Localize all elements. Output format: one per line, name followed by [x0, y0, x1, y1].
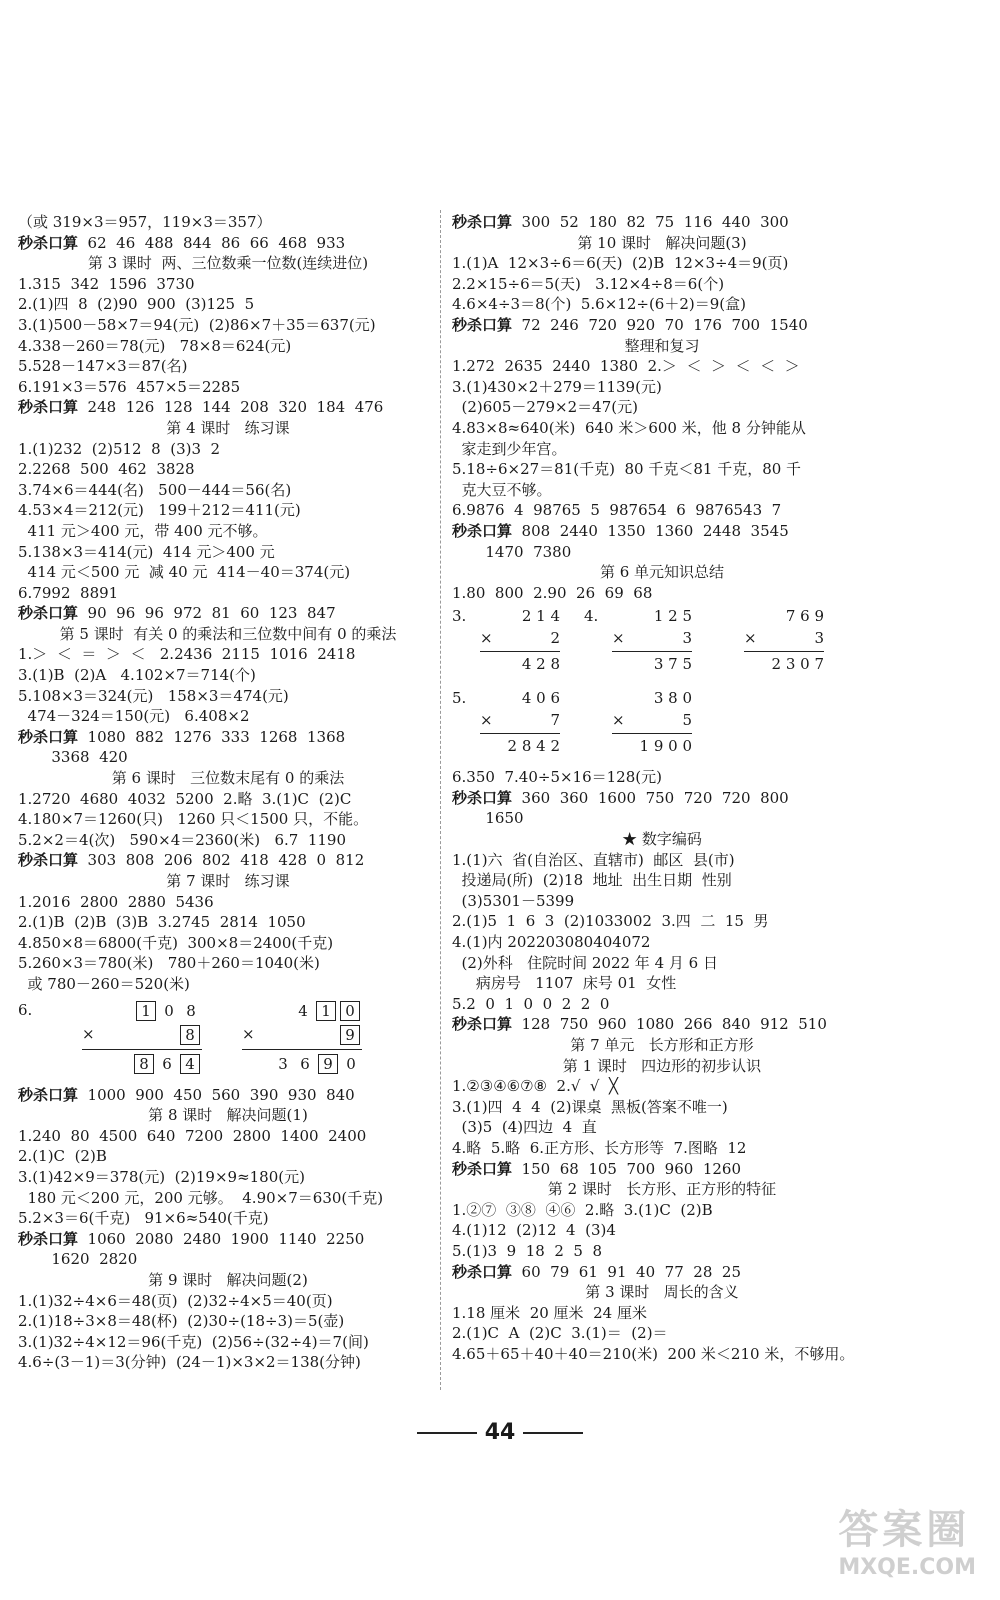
calc-mul: 2 [550, 629, 560, 648]
calc-result: 3 7 5 [653, 655, 692, 674]
answer-line: 4.(1)内 202203080404072 [452, 933, 651, 952]
answer-line: 1650 [452, 809, 524, 828]
kousuan-values: 808 2440 1350 1360 2448 3545 [512, 521, 789, 540]
page-number: 44 [0, 1420, 1000, 1445]
kousuan-line [18, 1085, 438, 1106]
answer-line: 1.2720 4680 4032 5200 2.略 3.(1)C (2)C [18, 789, 352, 808]
lesson-heading: 第 6 课时 三位数末尾有 0 的乘法 [111, 769, 345, 788]
answer-line: 474－324＝150(元) 6.408×2 [18, 707, 250, 726]
calc-label: 5. [452, 689, 467, 708]
answer-line: 4.6×4÷3＝8(个) 5.6×12÷(6＋2)＝9(盒) [452, 295, 746, 314]
answer-box: 8 [180, 1025, 200, 1045]
kousuan-line [452, 315, 872, 336]
calc-result: 4 2 8 [521, 655, 560, 674]
kousuan-label: 秒杀口算 [452, 1015, 513, 1034]
answer-line: (3)5 (4)四边 4 直 [452, 1118, 597, 1137]
answer-line: 5.138×3＝414(元) 414 元＞400 元 [18, 542, 275, 561]
kousuan-values: 300 52 180 82 75 116 440 300 [512, 213, 789, 231]
calc-top: 7 6 9 [785, 607, 824, 626]
answer-line: 2.(1)C (2)B [18, 1147, 107, 1166]
answer-line: （或 319×3＝957，119×3＝357） [18, 213, 272, 231]
kousuan-line [452, 788, 872, 809]
answer-line: 2.2268 500 462 3828 [18, 460, 195, 479]
calc-label: 4. [584, 607, 599, 626]
kousuan-values: 248 126 128 144 208 320 184 476 [78, 398, 384, 417]
answer-line: 3.(1)500－58×7＝94(元) (2)86×7＋35＝637(元) [18, 315, 376, 334]
kousuan-values: 1000 900 450 560 390 930 840 [78, 1085, 355, 1104]
lesson-heading: 第 3 课时 两、三位数乘一位数(连续进位) [87, 254, 369, 273]
calc-result: 2 3 0 7 [771, 655, 824, 674]
answer-line: 2.(1)B (2)B (3)B 3.2745 2814 1050 [18, 913, 306, 932]
calc-result: 2 8 4 2 [507, 737, 560, 756]
answer-line: 4.6÷(3－1)＝3(分钟) (24－1)×3×2＝138(分钟) [18, 1353, 361, 1372]
calc-label: 3. [452, 607, 467, 626]
answer-line: 5.528－147×3＝87(名) [18, 357, 188, 376]
right-column [452, 212, 872, 1365]
lesson-heading: ★ 数字编码 [622, 830, 702, 849]
column-divider [440, 210, 442, 1390]
kousuan-label: 秒杀口算 [452, 521, 513, 540]
lesson-heading: 第 8 课时 解决问题(1) [148, 1106, 308, 1125]
answer-line: 1.80 800 2.90 26 69 68 [452, 583, 653, 602]
answer-line: 2.2×15÷6＝5(天) 3.12×4÷8＝6(个) [452, 274, 725, 293]
kousuan-values: 360 360 1600 750 720 720 800 [512, 788, 789, 807]
calc-label [584, 689, 606, 759]
answer-line: 414 元＜500 元 减 40 元 414－40＝374(元) [18, 563, 351, 582]
answer-line: 1.＞ ＜ ＝ ＞ ＜ 2.2436 2115 1016 2418 [18, 645, 356, 664]
answer-line: 病房号 1107 床号 01 女性 [452, 974, 677, 993]
calc-mul: 5 [682, 711, 692, 730]
digit: 0 [346, 1054, 356, 1073]
kousuan-values: 60 79 61 91 40 77 28 25 [512, 1262, 741, 1281]
lesson-heading: 第 4 课时 练习课 [166, 418, 290, 437]
kousuan-line [18, 603, 438, 624]
answer-line: 6.350 7.40÷5×16＝128(元) [452, 768, 662, 787]
answer-box: 9 [340, 1025, 360, 1045]
kousuan-label: 秒杀口算 [18, 1229, 79, 1248]
answer-line: 5.2×3＝6(千克) 91×6≈540(千克) [18, 1209, 269, 1228]
answer-line: 4.53×4＝212(元) 199＋212＝411(元) [18, 501, 301, 520]
answer-line: 家走到少年宫。 [452, 439, 567, 458]
answer-box: 0 [340, 1001, 360, 1021]
answer-line: 1.(1)32÷4×6＝48(页) (2)32÷4×5＝40(页) [18, 1291, 333, 1310]
answer-line: 或 780－260＝520(米) [18, 974, 190, 993]
lesson-heading: 第 6 单元知识总结 [599, 563, 725, 582]
lesson-heading: 第 5 课时 有关 0 的乘法和三位数中间有 0 的乘法 [59, 624, 397, 643]
lesson-heading: 第 7 单元 长方形和正方形 [570, 1036, 754, 1054]
calc-top: 1 2 5 [653, 607, 692, 626]
answer-line: 1.2016 2800 2880 5436 [18, 892, 214, 911]
answer-line: 6.7992 8891 [18, 583, 119, 602]
kousuan-values: 1080 882 1276 333 1268 1368 [78, 727, 346, 746]
calc-top: 4 0 6 [521, 689, 560, 708]
kousuan-label: 秒杀口算 [452, 1262, 513, 1281]
kousuan-label: 秒杀口算 [18, 604, 79, 623]
times-sign: × [82, 1024, 95, 1043]
answer-line: 2.(1)18÷3×8＝48(杯) (2)30÷(18÷3)＝5(壶) [18, 1312, 345, 1331]
answer-line: 3.(1)B (2)A 4.102×7＝714(个) [18, 666, 256, 685]
digit: 3 [278, 1054, 288, 1073]
kousuan-line [18, 1229, 438, 1250]
calc-top: 3 8 0 [653, 689, 692, 708]
digit: 4 [298, 1001, 308, 1020]
calc-result: 1 9 0 0 [639, 737, 692, 756]
answer-line: 3.(1)四 4 4 (2)课桌 黑板(答案不唯一) [452, 1097, 728, 1116]
calc-mul: 7 [550, 711, 560, 730]
answer-line: 5.108×3＝324(元) 158×3＝474(元) [18, 686, 289, 705]
kousuan-label: 秒杀口算 [452, 213, 513, 231]
calc-mul: 3 [814, 629, 824, 648]
answer-line: 2.(1)C A (2)C 3.(1)＝ (2)＝ [452, 1324, 668, 1343]
kousuan-values: 72 246 720 920 70 176 700 1540 [512, 315, 808, 334]
lesson-heading: 第 3 课时 周长的含义 [585, 1283, 739, 1302]
answer-line: 投递局(所) (2)18 地址 出生日期 性别 [452, 871, 732, 890]
answer-box: 1 [136, 1001, 156, 1021]
answer-box: 8 [134, 1054, 154, 1074]
kousuan-line [18, 727, 438, 748]
kousuan-values: 150 68 105 700 960 1260 [512, 1159, 742, 1178]
answer-line: 5.(1)3 9 18 2 5 8 [452, 1241, 603, 1260]
times-sign: × [612, 629, 625, 648]
answer-line: 4.略 5.略 6.正方形、长方形等 7.图略 12 [452, 1138, 747, 1157]
kousuan-line [452, 1262, 872, 1283]
kousuan-line [18, 397, 438, 418]
answer-line: 1.240 80 4500 640 7200 2800 1400 2400 [18, 1126, 367, 1145]
kousuan-line [452, 1014, 872, 1035]
kousuan-line [452, 212, 872, 233]
digit: 8 [186, 1001, 196, 1020]
times-sign: × [242, 1024, 255, 1043]
times-sign: × [480, 629, 493, 648]
answer-line: 1.(1)A 12×3÷6＝6(天) (2)B 12×3÷4＝9(页) [452, 254, 789, 273]
times-sign: × [480, 711, 493, 730]
answer-line: 4.83×8≈640(米) 640 米＞600 米，他 8 分钟能从 [452, 418, 806, 437]
answer-line: 1.(1)六 省(自治区、直辖市) 邮区 县(市) [452, 850, 735, 869]
kousuan-label: 秒杀口算 [18, 727, 79, 746]
lesson-heading: 第 2 课时 长方形、正方形的特征 [547, 1180, 777, 1199]
kousuan-label: 秒杀口算 [18, 233, 79, 252]
kousuan-label: 秒杀口算 [452, 1159, 513, 1178]
calc-label: 6. [18, 1000, 33, 1019]
answer-line: 1.(1)232 (2)512 8 (3)3 2 [18, 439, 221, 458]
answer-line: 4.(1)12 (2)12 4 (3)4 [452, 1221, 616, 1240]
watermark-logo: 答案圈 MXQE.COM [838, 1507, 976, 1580]
digit: 0 [164, 1001, 174, 1020]
kousuan-values: 1060 2080 2480 1900 1140 2250 [78, 1229, 365, 1248]
times-sign: × [744, 629, 757, 648]
vertical-calc-3-4 [452, 603, 872, 685]
answer-line: 1.②③④⑥⑦⑧ 2.√ √ ╳ [452, 1077, 619, 1096]
left-column [18, 212, 438, 1373]
kousuan-line [18, 233, 438, 254]
answer-line: 1.315 342 1596 3730 [18, 274, 195, 293]
kousuan-values: 128 750 960 1080 266 840 912 510 [512, 1015, 827, 1034]
answer-line: 4.65＋65＋40＋40＝210(米) 200 米＜210 米，不够用。 [452, 1344, 855, 1363]
answer-line: 4.338－260＝78(元) 78×8＝624(元) [18, 336, 292, 355]
answer-line: 3.74×6＝444(名) 500－444＝56(名) [18, 480, 292, 499]
answer-line: 1.18 厘米 20 厘米 24 厘米 [452, 1303, 647, 1322]
answer-line: 1.②⑦ ③⑧ ④⑥ 2.略 3.(1)C (2)B [452, 1200, 713, 1219]
answer-line: 6.191×3＝576 457×5＝2285 [18, 377, 241, 396]
answer-box: 1 [316, 1001, 336, 1021]
kousuan-values: 90 96 96 972 81 60 123 847 [78, 604, 336, 623]
answer-line: 5.18÷6×27＝81(千克) 80 千克＜81 千克，80 千 [452, 460, 802, 479]
kousuan-label: 秒杀口算 [18, 1085, 79, 1104]
answer-line: 1470 7380 [452, 542, 572, 561]
answer-line: 4.180×7＝1260(只) 1260 只＜1500 只，不能。 [18, 810, 369, 829]
calc-label [716, 607, 738, 677]
kousuan-values: 303 808 206 802 418 428 0 812 [78, 851, 365, 870]
answer-box: 4 [180, 1054, 200, 1074]
answer-line: (2)外科 住院时间 2022 年 4 月 6 日 [452, 953, 718, 972]
answer-line: 2.(1)四 8 (2)90 900 (3)125 5 [18, 295, 255, 314]
kousuan-label: 秒杀口算 [452, 315, 513, 334]
digit: 6 [300, 1054, 310, 1073]
kousuan-values: 62 46 488 844 86 66 468 933 [78, 233, 346, 252]
answer-line: 3.(1)430×2＋279＝1139(元) [452, 377, 662, 396]
answer-line: 1.272 2635 2440 1380 2.＞ ＜ ＞ ＜ ＜ ＞ [452, 357, 800, 376]
answer-line: 5.2 0 1 0 0 2 2 0 [452, 994, 610, 1013]
lesson-heading: 第 9 课时 解决问题(2) [148, 1270, 308, 1289]
lesson-heading: 第 1 课时 四边形的初步认识 [562, 1056, 762, 1075]
kousuan-line [452, 1159, 872, 1180]
answer-line: 180 元＜200 元，200 元够。 4.90×7＝630(千克) [18, 1188, 384, 1207]
lesson-heading: 第 10 课时 解决问题(3) [577, 233, 747, 252]
answer-box: 9 [318, 1054, 338, 1074]
kousuan-label: 秒杀口算 [452, 788, 513, 807]
lesson-heading: 第 7 课时 练习课 [166, 872, 290, 890]
answer-line: 3368 420 [18, 748, 128, 767]
answer-line: (3)5301－5399 [452, 891, 575, 910]
kousuan-label: 秒杀口算 [18, 398, 79, 417]
vertical-calc-6 [18, 995, 438, 1085]
answer-line: 5.260×3＝780(米) 780＋260＝1040(米) [18, 954, 320, 973]
answer-line: 1620 2820 [18, 1250, 138, 1269]
kousuan-line [452, 521, 872, 542]
answer-line: 3.(1)32÷4×12＝96(千克) (2)56÷(32÷4)＝7(间) [18, 1332, 369, 1351]
calc-mul: 3 [682, 629, 692, 648]
vertical-calc-5 [452, 685, 872, 767]
answer-line: 4.850×8＝6800(千克) 300×8＝2400(千克) [18, 933, 334, 952]
kousuan-line [18, 850, 438, 871]
answer-line: 411 元＞400 元，带 400 元不够。 [18, 521, 268, 540]
lesson-heading: 整理和复习 [624, 336, 700, 355]
answer-line: 5.2×2＝4(次) 590×4＝2360(米) 6.7 1190 [18, 830, 347, 849]
answer-line: (2)605－279×2＝47(元) [452, 398, 638, 417]
calc-top: 2 1 4 [521, 607, 560, 626]
digit: 6 [162, 1054, 172, 1073]
answer-line: 6.9876 4 98765 5 987654 6 9876543 7 [452, 501, 782, 520]
answer-line: 3.(1)42×9＝378(元) (2)19×9≈180(元) [18, 1167, 305, 1186]
answer-line: 2.(1)5 1 6 3 (2)1033002 3.四 二 15 男 [452, 912, 769, 931]
times-sign: × [612, 711, 625, 730]
kousuan-label: 秒杀口算 [18, 851, 79, 870]
answer-line: 克大豆不够。 [452, 480, 552, 499]
